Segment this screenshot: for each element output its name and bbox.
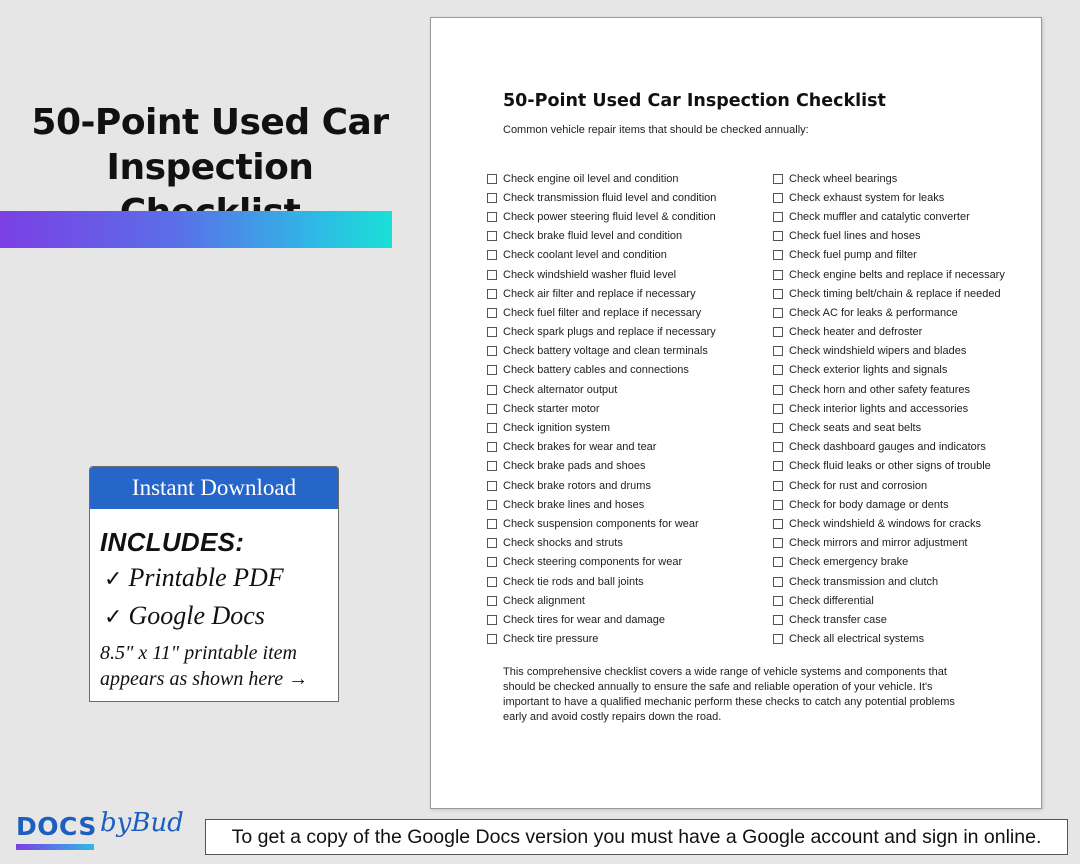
checklist-item-label: Check tire pressure	[503, 633, 599, 646]
checklist-item	[487, 457, 716, 476]
checklist-item	[487, 303, 716, 322]
checklist-item	[773, 380, 1005, 399]
checklist-item-label: Check transmission and clutch	[789, 575, 939, 588]
checklist-item	[487, 380, 716, 399]
checklist-item-label: Check engine belts and replace if necessary	[789, 268, 1005, 281]
checklist-item-label: Check windshield wipers and blades	[789, 345, 967, 358]
checklist-item-label: Check horn and other safety features	[789, 383, 970, 396]
checkbox-icon	[487, 634, 497, 644]
printable-size-note-line2: appears as shown here →	[100, 668, 309, 690]
checkbox-icon	[487, 327, 497, 337]
checklist-item	[773, 495, 1005, 514]
checklist-item	[487, 246, 716, 265]
checklist-item	[487, 534, 716, 553]
checkbox-icon	[487, 519, 497, 529]
checkbox-icon	[773, 193, 783, 203]
checkmark-icon: ✓	[104, 605, 123, 630]
checklist-item-label: Check fuel pump and filter	[789, 249, 917, 262]
checklist-item	[773, 342, 1005, 361]
checklist-item	[773, 591, 1005, 610]
checklist-item	[773, 457, 1005, 476]
includes-heading: INCLUDES:	[100, 527, 245, 557]
document-summary-paragraph: This comprehensive checklist covers a wide range of vehicle systems and components that should be checked annually to ensure the safe and reliable operation of your vehicle. It's important to have a qualified mechanic perform these checks to catch any potential problems early and avoid costly repairs down the road.	[503, 666, 955, 723]
checklist-right-column	[773, 169, 1005, 649]
checklist-item	[487, 476, 716, 495]
checklist-item-label: Check fuel filter and replace if necessary	[503, 306, 702, 319]
checklist-item	[773, 188, 1005, 207]
checkbox-icon	[773, 270, 783, 280]
checklist-item	[487, 438, 716, 457]
checkbox-icon	[773, 289, 783, 299]
checklist-item-label: Check interior lights and accessories	[789, 402, 969, 415]
checklist-item-label: Check transmission fluid level and condition	[503, 191, 717, 204]
checklist-item-label: Check timing belt/chain & replace if needed	[789, 287, 1001, 300]
checklist-item-label: Check brake pads and shoes	[503, 460, 646, 473]
checklist-item	[773, 418, 1005, 437]
checklist-item	[487, 553, 716, 572]
document-preview-sheet	[430, 17, 1042, 809]
printable-size-note-line1: 8.5" x 11" printable item	[100, 642, 297, 664]
checklist-item	[773, 284, 1005, 303]
checkbox-icon	[773, 365, 783, 375]
checklist-item-label: Check ignition system	[503, 422, 610, 435]
checkbox-icon	[487, 538, 497, 548]
checkbox-icon	[487, 442, 497, 452]
checklist-item-label: Check air filter and replace if necessary	[503, 287, 696, 300]
checkbox-icon	[773, 519, 783, 529]
checklist-item-label: Check transfer case	[789, 613, 887, 626]
checklist-item-label: Check tie rods and ball joints	[503, 575, 644, 588]
checklist-item-label: Check fluid leaks or other signs of trouble	[789, 460, 991, 473]
checklist-item	[773, 169, 1005, 188]
checkbox-icon	[773, 461, 783, 471]
include-item-google-docs	[104, 600, 338, 634]
checklist-item-label: Check alternator output	[503, 383, 618, 396]
checkbox-icon	[773, 212, 783, 222]
document-subtitle: Common vehicle repair items that should be checked annually:	[503, 124, 809, 136]
checkbox-icon	[773, 634, 783, 644]
checkbox-icon	[773, 577, 783, 587]
hero-title-line2: Inspection	[106, 147, 314, 188]
checklist-item-label: Check fuel lines and hoses	[789, 230, 921, 243]
checklist-item-label: Check brake fluid level and condition	[503, 230, 683, 243]
checkbox-icon	[487, 615, 497, 625]
checkbox-icon	[487, 481, 497, 491]
checklist-item-label: Check windshield & windows for cracks	[789, 517, 981, 530]
checkbox-icon	[487, 423, 497, 433]
checklist-item-label: Check exhaust system for leaks	[789, 191, 945, 204]
checklist-item-label: Check power steering fluid level & condition	[503, 210, 716, 223]
checklist-item	[487, 610, 716, 629]
checkbox-icon	[773, 346, 783, 356]
checklist-item-label: Check all electrical systems	[789, 633, 925, 646]
checklist-item	[773, 630, 1005, 649]
checkbox-icon	[487, 270, 497, 280]
include-item-pdf-label: Printable PDF	[128, 563, 284, 592]
include-item-google-docs-label: Google Docs	[128, 601, 265, 630]
checkbox-icon	[487, 557, 497, 567]
checklist-item-label: Check mirrors and mirror adjustment	[789, 537, 968, 550]
checkbox-icon	[487, 174, 497, 184]
checklist-item-label: Check exterior lights and signals	[789, 364, 948, 377]
checklist-item-label: Check for rust and corrosion	[789, 479, 928, 492]
checklist-item-label: Check steering components for wear	[503, 556, 683, 569]
checklist-item	[487, 323, 716, 342]
checkbox-icon	[773, 442, 783, 452]
checklist-item	[773, 438, 1005, 457]
checkbox-icon	[487, 385, 497, 395]
checkbox-icon	[773, 174, 783, 184]
checkbox-icon	[487, 404, 497, 414]
checklist-item-label: Check engine oil level and condition	[503, 172, 679, 185]
checkbox-icon	[487, 365, 497, 375]
checklist-item	[487, 399, 716, 418]
checklist-item	[487, 630, 716, 649]
checkbox-icon	[773, 538, 783, 548]
checklist-item-label: Check shocks and struts	[503, 537, 623, 550]
checklist-item-label: Check emergency brake	[789, 556, 909, 569]
checkbox-icon	[773, 250, 783, 260]
checkbox-icon	[487, 461, 497, 471]
checklist-item	[487, 514, 716, 533]
checklist-item	[773, 246, 1005, 265]
checkbox-icon	[487, 346, 497, 356]
checklist-item-label: Check brake lines and hoses	[503, 498, 645, 511]
checklist-item	[487, 591, 716, 610]
checklist-item	[487, 227, 716, 246]
checklist-item	[773, 323, 1005, 342]
checklist-item	[773, 476, 1005, 495]
checkbox-icon	[773, 327, 783, 337]
checklist-item-label: Check AC for leaks & performance	[789, 306, 958, 319]
checkbox-icon	[773, 231, 783, 241]
docs-by-bud-logo	[16, 808, 188, 852]
checkbox-icon	[773, 481, 783, 491]
checklist-item	[487, 572, 716, 591]
checklist-item	[487, 284, 716, 303]
checklist-item	[773, 610, 1005, 629]
checklist-item	[487, 495, 716, 514]
checklist-item	[773, 265, 1005, 284]
checkbox-icon	[487, 577, 497, 587]
checkbox-icon	[773, 404, 783, 414]
checklist-item-label: Check spark plugs and replace if necessary	[503, 326, 716, 339]
checkbox-icon	[487, 250, 497, 260]
document-title: 50-Point Used Car Inspection Checklist	[503, 91, 886, 111]
printable-size-note	[100, 640, 338, 692]
checklist-item-label: Check suspension components for wear	[503, 517, 699, 530]
checklist-item	[487, 418, 716, 437]
instant-download-banner: Instant Download	[90, 467, 338, 509]
checklist-item	[773, 572, 1005, 591]
checklist-item	[773, 361, 1005, 380]
checkbox-icon	[773, 500, 783, 510]
checklist-item-label: Check heater and defroster	[789, 326, 923, 339]
google-account-notice: To get a copy of the Google Docs version you must have a Google account and sign in online.	[205, 819, 1068, 855]
checklist-item-label: Check brake rotors and drums	[503, 479, 651, 492]
checkbox-icon	[773, 557, 783, 567]
checklist-item	[487, 265, 716, 284]
checkbox-icon	[773, 385, 783, 395]
checkbox-icon	[773, 423, 783, 433]
checkbox-icon	[487, 289, 497, 299]
checkbox-icon	[487, 596, 497, 606]
checklist-item	[773, 399, 1005, 418]
checklist-item	[487, 342, 716, 361]
checklist-item-label: Check brakes for wear and tear	[503, 441, 657, 454]
checklist-item-label: Check battery cables and connections	[503, 364, 689, 377]
hero-title-line1: 50-Point Used Car	[31, 102, 389, 143]
checklist-item-label: Check dashboard gauges and indicators	[789, 441, 986, 454]
checkbox-icon	[487, 500, 497, 510]
brand-docs-text: DOCS	[16, 812, 97, 841]
include-item-pdf	[104, 562, 338, 596]
checklist-item-label: Check starter motor	[503, 402, 600, 415]
checklist-item	[773, 207, 1005, 226]
checkbox-icon	[487, 193, 497, 203]
checklist-item	[487, 169, 716, 188]
checklist-item-label: Check battery voltage and clean terminals	[503, 345, 708, 358]
checklist-item-label: Check coolant level and condition	[503, 249, 667, 262]
checkbox-icon	[773, 308, 783, 318]
checklist-item	[773, 303, 1005, 322]
checklist-item	[773, 227, 1005, 246]
checkbox-icon	[773, 596, 783, 606]
checklist-item-label: Check alignment	[503, 594, 585, 607]
gradient-accent-bar	[0, 211, 392, 248]
checklist-item	[773, 514, 1005, 533]
brand-underline	[16, 844, 94, 850]
checkbox-icon	[773, 615, 783, 625]
checklist-item	[487, 207, 716, 226]
checklist-item-label: Check muffler and catalytic converter	[789, 210, 970, 223]
checklist-left-column	[487, 169, 716, 649]
checklist-item-label: Check seats and seat belts	[789, 422, 922, 435]
checklist-item-label: Check windshield washer fluid level	[503, 268, 677, 281]
checkmark-icon: ✓	[104, 567, 123, 592]
checkbox-icon	[487, 231, 497, 241]
checklist-item-label: Check wheel bearings	[789, 172, 898, 185]
brand-bybud-text: byBud	[100, 808, 184, 838]
checklist-item	[487, 188, 716, 207]
checklist-item-label: Check tires for wear and damage	[503, 613, 666, 626]
checkbox-icon	[487, 308, 497, 318]
checkbox-icon	[487, 212, 497, 222]
checklist-item	[773, 553, 1005, 572]
checklist-item	[487, 361, 716, 380]
checklist-item	[773, 534, 1005, 553]
checklist-item-label: Check differential	[789, 594, 874, 607]
download-card	[89, 466, 339, 702]
checklist-item-label: Check for body damage or dents	[789, 498, 949, 511]
